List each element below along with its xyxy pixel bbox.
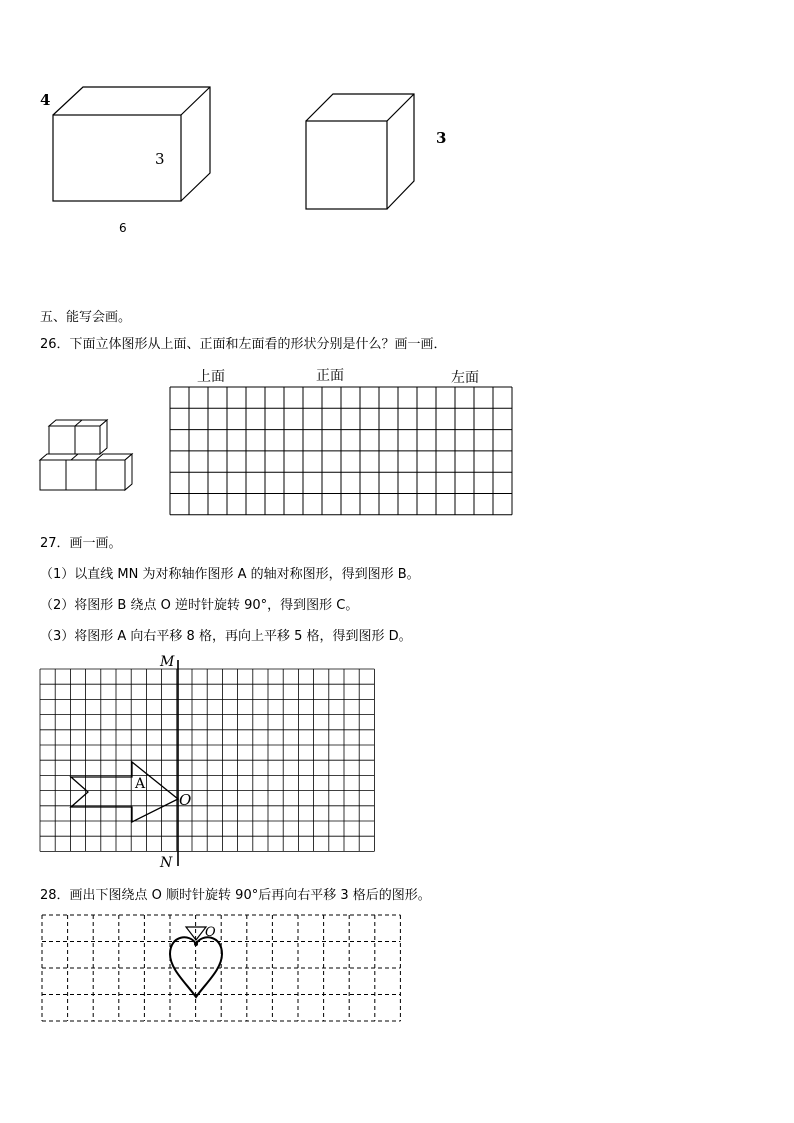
question-26-text: 26．下面立体图形从上面、正面和左面看的形状分别是什么？画一画． xyxy=(40,337,447,352)
cuboid-front-label: 3 xyxy=(155,150,165,168)
question-27-part-2: （2）将图形 B 绕点 O 逆时针旋转 90°，得到图形 C。 xyxy=(40,598,359,613)
question-27-part-3: （3）将图形 A 向右平移 8 格，再向上平移 5 格，得到图形 D。 xyxy=(40,629,412,644)
view-label-top: 上面 xyxy=(197,369,225,385)
label-a: A xyxy=(135,776,146,792)
cuboid-drawing xyxy=(0,0,794,300)
cube-edge-label: 3 xyxy=(436,129,447,147)
label-n: N xyxy=(160,855,173,871)
label-m: M xyxy=(160,654,175,670)
cuboid-height-label: 4 xyxy=(40,91,51,109)
view-drawing-grid[interactable] xyxy=(169,386,514,518)
transform-grid[interactable] xyxy=(39,660,384,870)
point-o xyxy=(194,942,198,946)
view-label-left: 左面 xyxy=(451,370,479,386)
label-o-q28: O xyxy=(205,925,216,940)
question-27-part-1: （1）以直线 MN 为对称轴作图形 A 的轴对称图形，得到图形 B。 xyxy=(40,567,420,582)
label-o: O xyxy=(179,791,192,809)
dashed-grid[interactable] xyxy=(40,913,405,1025)
question-28-text: 28．画出下图绕点 O 顺时针旋转 90°后再向右平移 3 格后的图形。 xyxy=(40,888,431,903)
section-heading: 五、能写会画。 xyxy=(40,310,132,325)
cuboid-length-label: 6 xyxy=(119,221,127,235)
cube-drawing xyxy=(306,94,414,209)
cube-stack-figure xyxy=(36,420,156,500)
question-27-text: 27．画一画。 xyxy=(40,536,122,551)
view-label-front: 正面 xyxy=(316,368,344,384)
